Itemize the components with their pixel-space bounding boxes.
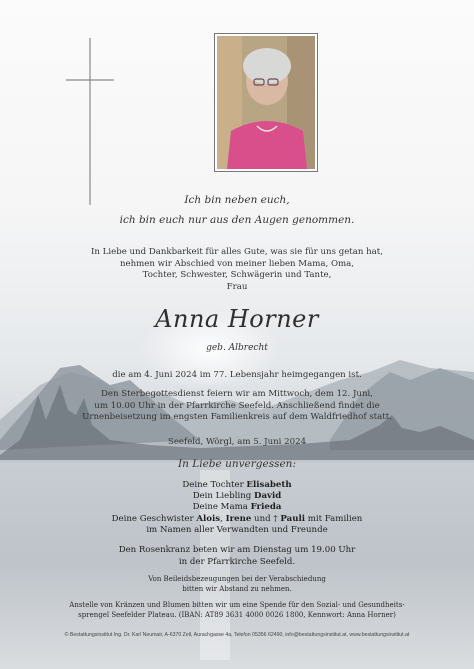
family-separator: und † <box>251 513 281 524</box>
family-name: Pauli <box>280 513 305 524</box>
intro-text <box>0 247 474 293</box>
family-label: Deine Tochter <box>182 480 247 490</box>
family-name: Irene <box>225 513 252 524</box>
condolences-note <box>0 575 474 594</box>
death-line: die am 4. Juni 2024 im 77. Lebensjahr heimgegangen ist. <box>112 370 362 380</box>
funeral-service-text <box>0 389 474 424</box>
family-darling <box>0 491 474 502</box>
service-line: um 10.00 Uhr in der Pfarrkirche Seefeld. Anschließend findet die <box>94 400 380 411</box>
remembrance-heading: In Liebe unvergessen: <box>178 458 296 470</box>
service-line: Urnenbeisetzung im engsten Familienkreis auf dem Waldfriedhof statt. <box>82 412 392 423</box>
rosary-line: Den Rosenkranz beten wir am Dienstag um 19.00 Uhr <box>118 545 356 555</box>
place-date: Seefeld, Wörgl, am 5. Juni 2024 <box>167 437 307 447</box>
intro-line: Tochter, Schwester, Schwägerin und Tante, <box>142 270 332 281</box>
condolences-line: Von Beileidsbezeugungen bei der Verabschiedung <box>148 575 326 583</box>
condolences-line: bitten wir Abstand zu nehmen. <box>182 584 292 593</box>
quote-line: ich bin euch nur aus den Augen genommen. <box>119 214 355 226</box>
family-daughter <box>0 480 474 491</box>
family-mother <box>0 502 474 513</box>
deceased-name: Anna Horner <box>155 305 319 333</box>
rosary-line: in der Pfarrkirche Seefeld. <box>178 556 296 567</box>
birth-name: geb. Albrecht <box>206 343 268 353</box>
family-name: David <box>254 491 282 502</box>
quote <box>0 190 474 230</box>
family-name: Elisabeth <box>246 480 292 490</box>
family-name: Frieda <box>250 502 282 513</box>
donations-note <box>0 601 474 620</box>
family-relatives: im Namen aller Verwandten und Freunde <box>146 524 328 535</box>
portrait-image <box>217 36 315 169</box>
family-label: Deine Mama <box>192 502 251 513</box>
donations-line: Anstelle von Kränzen und Blumen bitten wir um eine Spende für den Sozial- und Gesundheits- <box>69 601 405 609</box>
portrait-photo <box>214 33 318 172</box>
family-label: Deine Geschwister <box>111 513 197 524</box>
donations-line: sprengel Seefelder Plateau. (IBAN: AT89 3631 4000 0026 1800, Kennwort: Anna Horner) <box>78 610 396 619</box>
family-list <box>0 480 474 536</box>
family-separator: , <box>220 513 226 524</box>
service-line: Den Sterbegottesdienst feiern wir am Mittwoch, dem 12. Juni, <box>101 389 373 399</box>
intro-line: nehmen wir Abschied von meiner lieben Mama, Oma, <box>119 258 355 269</box>
footer-imprint: © Bestattungsinstitut Ing. Dr. Karl Neumair, A-6370 Zell, Aurachgasse 4a, Telefon 05356 62490, info@bestattungsinstitut.at, www.bestattungsinstitut.at <box>64 632 410 638</box>
family-label: mit Familien <box>304 513 363 524</box>
intro-line: Frau <box>226 281 248 292</box>
family-siblings <box>0 514 474 525</box>
intro-line: In Liebe und Dankbarkeit für alles Gute, was sie für uns getan hat, <box>91 247 383 257</box>
rosary-text <box>0 545 474 568</box>
quote-line: Ich bin neben euch, <box>184 194 290 206</box>
family-label: Dein Liebling <box>192 491 254 502</box>
family-name: Alois <box>196 513 221 524</box>
